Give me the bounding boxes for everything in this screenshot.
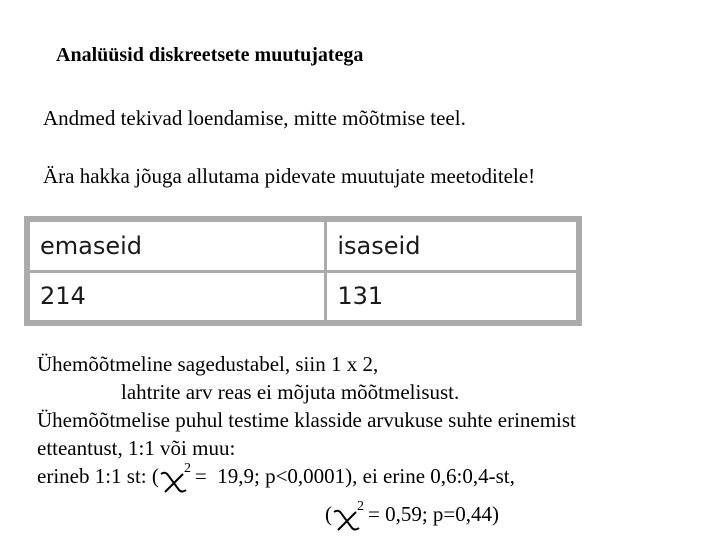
chi-square-symbol: [159, 462, 195, 490]
intro-line-counting: Andmed tekivad loendamise, mitte mõõtmise teel.: [43, 106, 466, 130]
value-cell-males: 131: [327, 273, 576, 321]
header-cell-males: isaseid: [327, 222, 576, 270]
frequency-table: [24, 216, 582, 326]
page-title: Analüüsid diskreetsete muutujatega: [56, 44, 364, 66]
chi-superscript: 2: [357, 499, 364, 514]
header-cell-females: emaseid: [30, 222, 324, 270]
chi-result-text: = 0,59; p=0,44): [368, 502, 500, 526]
body-text: [37, 350, 576, 490]
chi-square-symbol: [332, 500, 368, 528]
body-line: Ühemõõtmeline sagedustabel, siin 1 x 2,: [37, 352, 379, 376]
chi-prefix: erineb 1:1 st: (: [37, 464, 159, 488]
body-line-chi-result: [37, 462, 576, 490]
body-line-chi-result-second: [325, 500, 499, 528]
chi-prefix: (: [325, 502, 332, 526]
table-header-row: [30, 222, 576, 270]
value-cell-females: 214: [30, 273, 324, 321]
chi-superscript: 2: [183, 461, 191, 476]
intro-line-warning: Ära hakka jõuga allutama pidevate muutujate meetoditele!: [43, 164, 536, 188]
body-line-indented: lahtrite arv reas ei mõjuta mõõtmelisust.: [121, 380, 460, 404]
table-row: [30, 273, 576, 321]
body-line: etteantust, 1:1 või muu:: [37, 436, 236, 460]
body-line: Ühemõõtmelise puhul testime klasside arvukuse suhte erinemist: [37, 408, 576, 432]
chi-result-text: = 19,9; p<0,0001), ei erine 0,6:0,4-st,: [194, 464, 515, 488]
